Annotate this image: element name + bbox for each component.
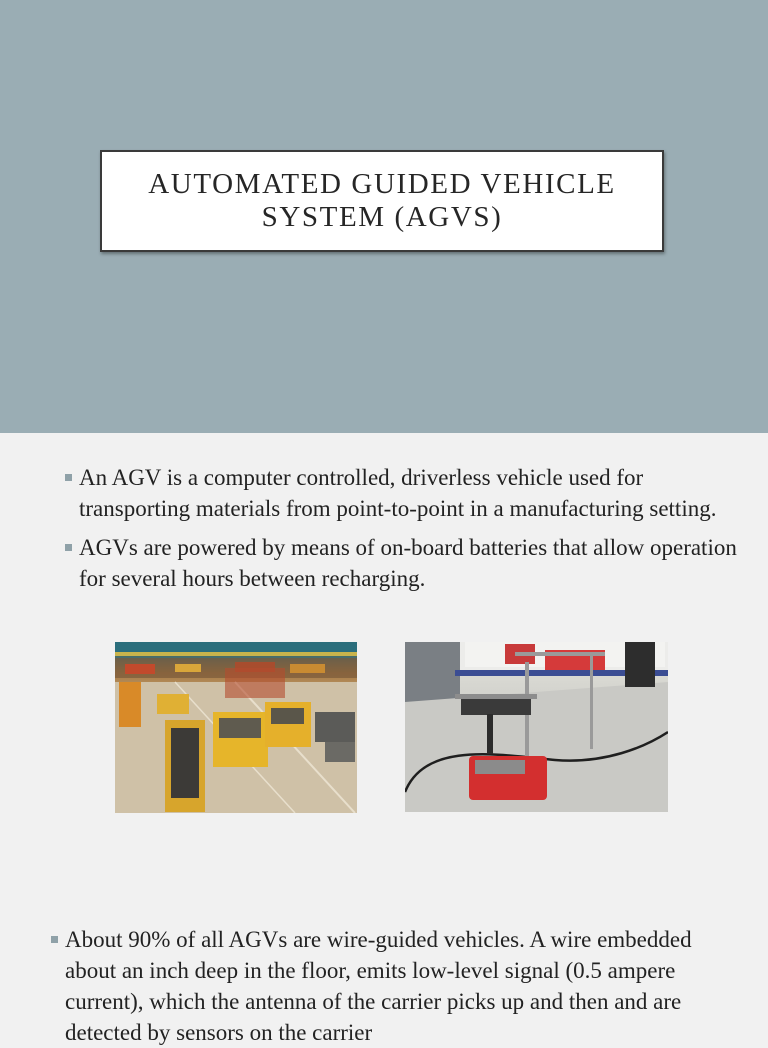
bullet-list (62, 462, 742, 602)
factory-scene-illustration (115, 642, 357, 813)
title-line-2: SYSTEM (AGVS) (261, 201, 503, 233)
bullet-square-icon (65, 474, 72, 481)
agv-lab-photo (405, 642, 668, 812)
bullet-item (62, 532, 742, 594)
agv-factory-photo (115, 642, 357, 813)
bullet-square-icon (51, 936, 58, 943)
title-line-1: AUTOMATED GUIDED VEHICLE (148, 168, 616, 200)
bottom-bullet (48, 924, 748, 1048)
bullet-square-icon (65, 544, 72, 551)
lab-scene-illustration (405, 642, 668, 812)
bullet-text: AGVs are powered by means of on-board batteries that allow operation for several hours between recharging. (79, 535, 737, 591)
bullet-text: About 90% of all AGVs are wire-guided vehicles. A wire embedded about an inch deep in the floor, emits low-level signal (0.5 ampere current), which the antenna of the carrier picks up and then and are detected by sensors on the carrier (65, 927, 692, 1045)
bullet-text: An AGV is a computer controlled, driverless vehicle used for transporting materials from point-to-point in a manufacturing setting. (79, 465, 717, 521)
title-box (100, 150, 664, 252)
bullet-item (62, 462, 742, 524)
bullet-item (48, 924, 748, 1048)
slide-header (0, 0, 768, 433)
